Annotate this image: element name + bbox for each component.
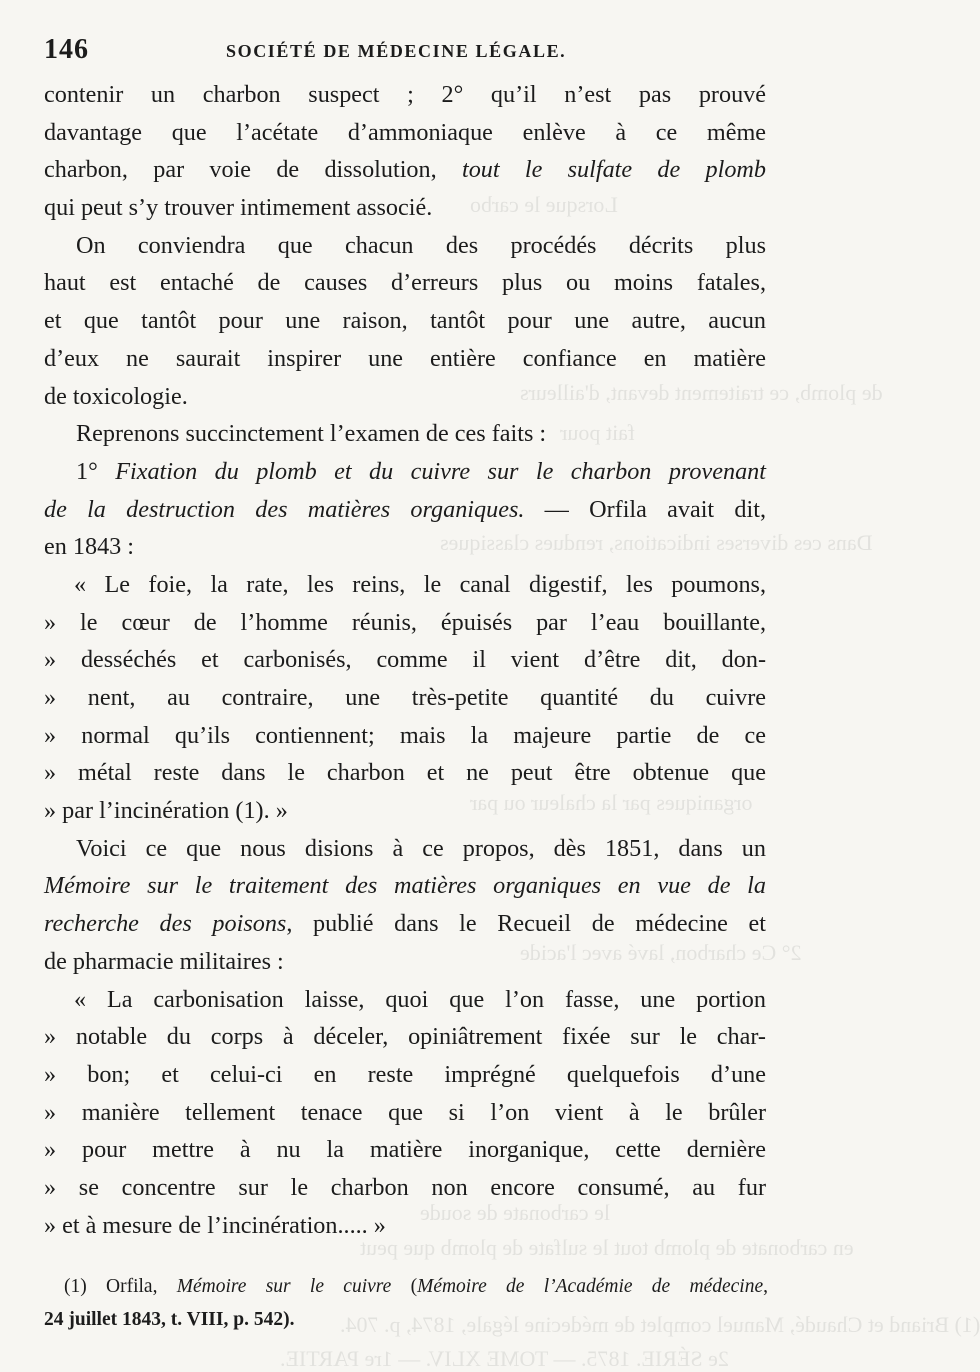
footnote-paren: ( — [391, 1276, 418, 1297]
text-line: On conviendra que chacun des procédés décrits plus — [76, 231, 766, 259]
main-text — [44, 76, 766, 1244]
text-line — [44, 905, 766, 943]
text-line: contenir un charbon suspect ; 2° qu’il n’est pas prouvé — [44, 81, 766, 108]
text-line: » métal reste dans le charbon et ne peut être obtenue que — [44, 759, 766, 787]
text-line: » nent, au contraire, une très-petite quantité du cuivre — [44, 684, 766, 711]
text-line: » et à mesure de l’incinération..... » — [44, 1211, 386, 1239]
text-line: de toxicologie. — [44, 382, 188, 410]
italic-run: Mémoire sur le traitement des matières organiques en vue de la — [44, 872, 766, 900]
text-line: haut est entaché de causes d’erreurs plus ou moins fatales, — [44, 269, 766, 297]
text-line: en 1843 : — [44, 533, 135, 561]
text-line: » bon; et celui-ci en reste imprégné quelquefois d’une — [44, 1060, 766, 1088]
text-line: « La carbonisation laisse, quoi que l’on fasse, une portion — [74, 985, 766, 1013]
italic-run: de la destruction des matières organiques. — [44, 495, 525, 523]
running-head: SOCIÉTÉ DE MÉDECINE LÉGALE. — [226, 41, 567, 61]
text-line: » le cœur de l’homme réunis, épuisés par l’eau bouillante, — [44, 608, 766, 636]
page-number: 146 — [44, 34, 89, 65]
text-line: de pharmacie militaires : — [44, 947, 284, 975]
page-header — [44, 34, 768, 74]
text-line: et que tantôt pour une raison, tantôt pour une autre, aucun — [44, 307, 766, 335]
text-line — [44, 491, 766, 529]
text-line: » notable du corps à déceler, opiniâtrement fixée sur le char- — [44, 1023, 766, 1051]
footnote-line: 24 juillet 1843, t. VIII, p. 542). — [44, 1309, 295, 1330]
show-through-text: Lorsque le carbo de plomb, ce traitement devant, d'ailleurs fait pour Dans ces diverses indications, rendues classiques organiques par la chaleur ou par 2° Ce charbon, lavé avec l'acide le carbonate de soude en carbonate de plomb tout le sulfate de plomb que peut (1) Briand et Chaudé, Manuel complet de médecine légale, 1874, p. 704. 2e SÉRIE. 1875. — TOME XLIV. — 1re PARTIE. — [280, 192, 980, 1371]
text-line: d’eux ne saurait inspirer une entière confiance en matière — [44, 344, 766, 372]
italic-run: recherche des poisons — [44, 910, 287, 938]
footnote-title: Mémoire sur le cuivre — [176, 1276, 392, 1297]
footnote-source: Mémoire de l’Académie de médecine — [417, 1276, 764, 1297]
text-line: davantage que l’acétate d’ammoniaque enlève à ce même — [44, 118, 766, 146]
text-line — [44, 867, 766, 905]
text-line — [44, 151, 766, 189]
text-line: » pour mettre à nu la matière inorganique, cette dernière — [44, 1136, 766, 1164]
text-line — [44, 453, 766, 491]
text-line: » se concentre sur le charbon non encore consumé, au fur — [44, 1173, 766, 1201]
text-line: Voici ce que nous disions à ce propos, dès 1851, dans un — [76, 834, 766, 862]
footnote-line: (1) Orfila, Mémoire sur le cuivre (Mémoire de l’Académie de médecine, — [64, 1276, 768, 1297]
text-run: charbon, par voie de dissolution, — [44, 156, 437, 184]
footnote — [44, 1270, 768, 1336]
text-line: » desséchés et carbonisés, comme il vient d’être dit, don- — [44, 646, 766, 674]
footnote-marker: (1) Orfila, — [64, 1276, 158, 1297]
text-line: qui peut s’y trouver intimement associé. — [44, 194, 433, 222]
text-line: Reprenons succinctement l’examen de ces faits : — [76, 420, 547, 448]
text-run: — Orfila avait dit, — [524, 495, 766, 523]
text-line: » normal qu’ils contiennent; mais la majeure partie de ce — [44, 721, 766, 749]
text-line: « Le foie, la rate, les reins, le canal digestif, les poumons, — [74, 570, 766, 598]
italic-run: tout le sulfate de plomb — [461, 156, 766, 184]
italic-run: Fixation du plomb et du cuivre sur le charbon provenant — [115, 457, 766, 485]
text-line: » manière tellement tenace que si l’on vient à le brûler — [44, 1098, 766, 1126]
text-line: » par l’incinération (1). » — [44, 797, 288, 825]
text-run: , publié dans le Recueil de médecine et — [286, 910, 766, 938]
text-run: 1° — [76, 457, 98, 485]
